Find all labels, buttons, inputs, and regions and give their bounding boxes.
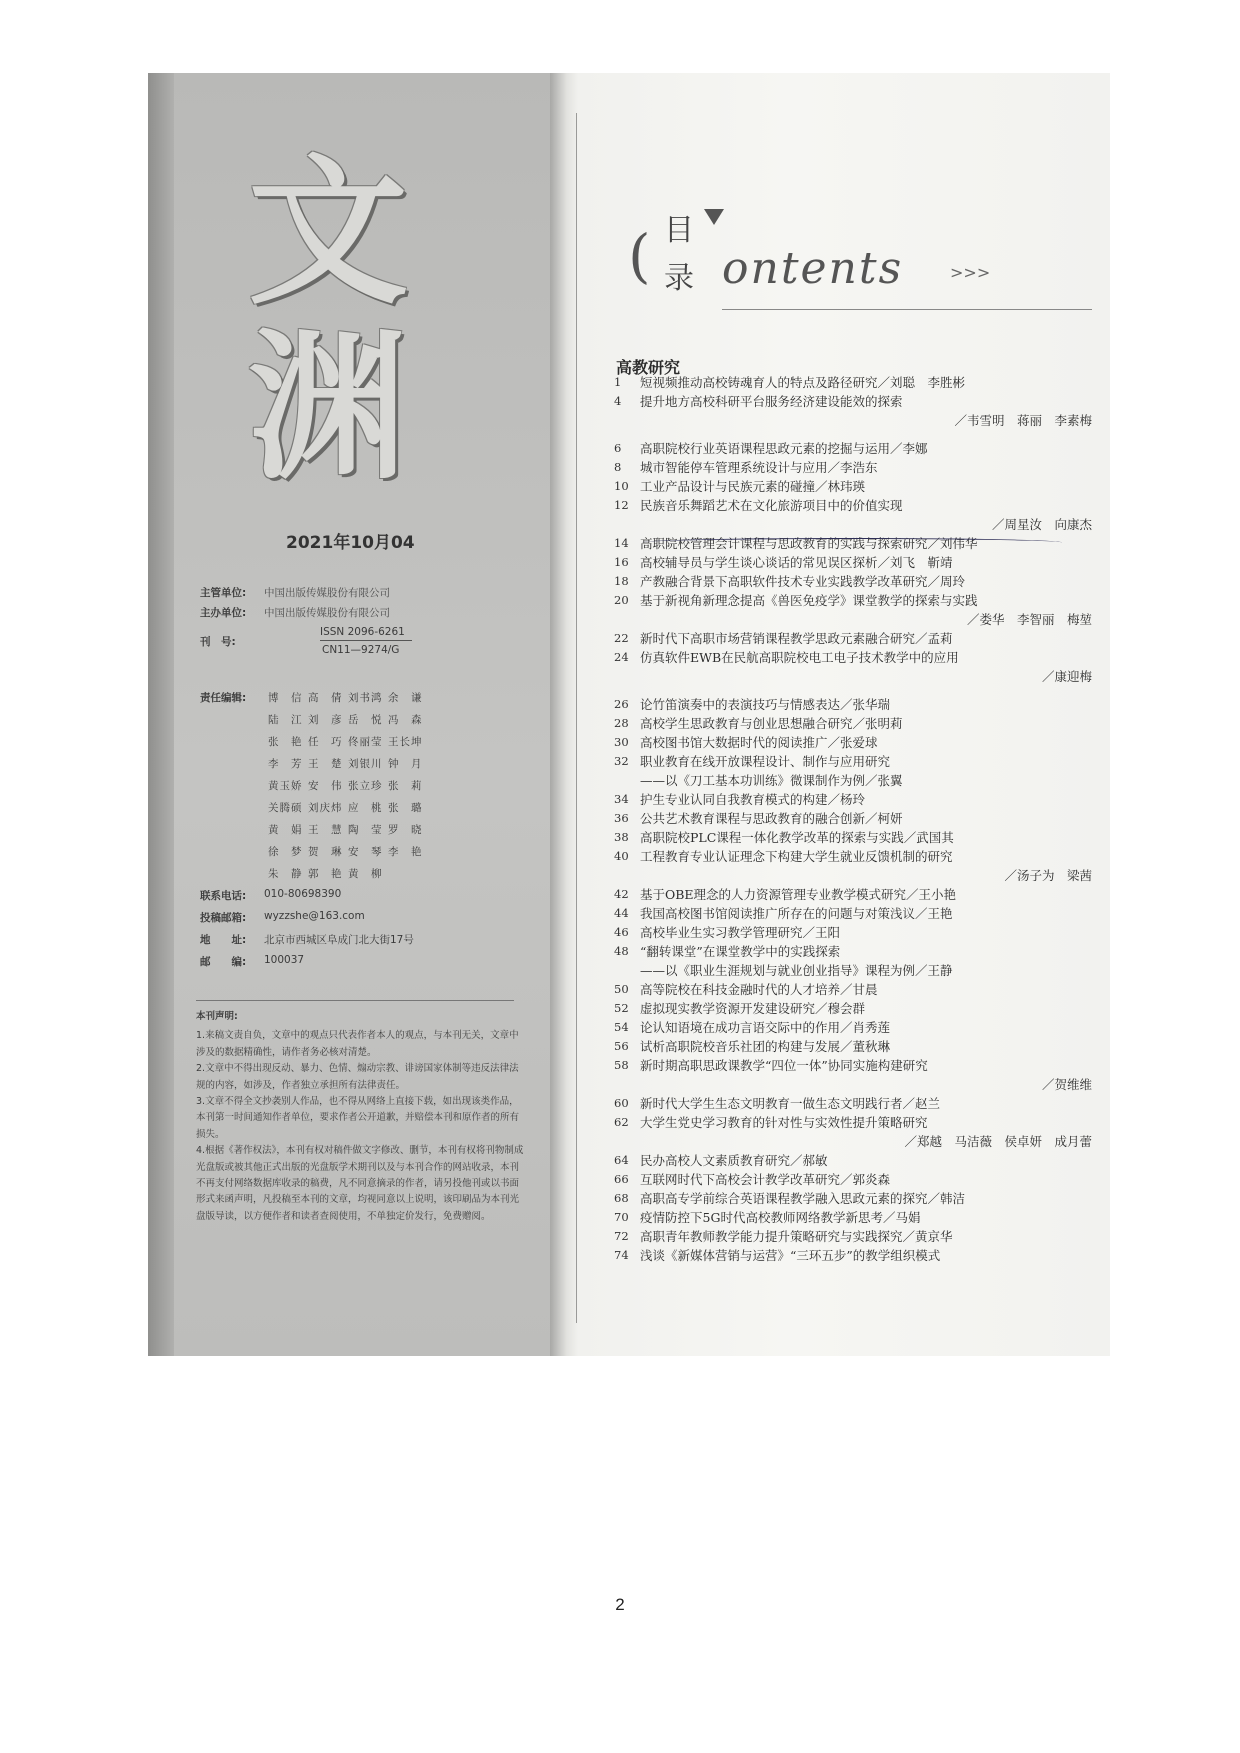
toc-page-number: 20	[614, 593, 629, 607]
editor-name: 陶 莹	[348, 824, 383, 836]
toc-page-number: 10	[614, 479, 629, 493]
toc-page-number: 54	[614, 1020, 629, 1034]
toc-entry	[614, 515, 1110, 534]
toc-title: 工业产品设计与民族元素的碰撞／林玮瑛	[640, 479, 866, 494]
toc-page-number: 66	[614, 1172, 629, 1186]
toc-entry	[614, 477, 1110, 496]
toc-authors: ／娄华 李智丽 梅堃	[966, 612, 1092, 627]
toc-entry	[614, 923, 1110, 942]
toc-page-number: 8	[614, 460, 622, 474]
editor-name: 王 楚	[308, 758, 343, 770]
toc-entry	[614, 714, 1110, 733]
toc-page-number: 6	[614, 441, 622, 455]
toc-title: 城市智能停车管理系统设计与应用／李浩东	[640, 460, 878, 475]
toc-title: 论竹笛演奏中的表演技巧与情感表达／张华瑞	[640, 697, 891, 712]
toc-title: 职业教育在线开放课程设计、制作与应用研究	[640, 754, 891, 769]
editor-name: 张立珍	[348, 780, 383, 792]
editor-name	[428, 690, 468, 705]
editor-name: 刘庆炜	[308, 802, 343, 814]
editor-name: 佟丽莹	[348, 736, 383, 748]
periodical-label: 刊 号:	[200, 636, 236, 648]
editor-name: 黄 柳	[348, 868, 383, 880]
toc-page-number: 34	[614, 792, 629, 806]
editor-name	[428, 734, 468, 749]
toc-title: 试析高职院校音乐社团的构建与发展／董秋琳	[640, 1039, 891, 1054]
editor-name: 张 莉	[388, 780, 423, 792]
toc-title: 提升地方高校科研平台服务经济建设能效的探索	[640, 394, 903, 409]
toc-entry	[614, 1056, 1110, 1075]
email-label: 投稿邮箱:	[200, 912, 247, 924]
toc-title: 产教融合背景下高职软件技术专业实践教学改革研究／周玲	[640, 574, 966, 589]
section-title: 高教研究	[616, 358, 681, 377]
editor-name: 李 艳	[388, 846, 423, 858]
toc-title: 高职青年教师教学能力提升策略研究与实践探究／黄京华	[640, 1229, 953, 1244]
toc-authors: ／周星汝 向康杰	[991, 517, 1092, 532]
toc-page-number: 14	[614, 536, 629, 550]
toc-entry	[614, 847, 1110, 866]
editor-name: 黄玉娇	[268, 780, 303, 792]
toc-authors: ／汤子为 梁茜	[1004, 868, 1092, 883]
editor-name: 岳 悦	[348, 714, 383, 726]
scanned-photo	[148, 73, 1110, 1356]
toc-page-number: 22	[614, 631, 629, 645]
sponsor-row	[200, 605, 520, 620]
editor-name: 高 倩	[308, 692, 343, 704]
toc-entry	[614, 752, 1110, 771]
toc-title: 基于OBE理念的人力资源管理专业教学模式研究／王小艳	[640, 887, 957, 902]
email-row	[200, 910, 530, 925]
toc-page-number: 64	[614, 1153, 629, 1167]
phone-row	[200, 888, 530, 903]
address-value: 北京市西城区阜成门北大街17号	[264, 934, 414, 946]
toc-title: 高校图书馆大数据时代的阅读推广／张爱球	[640, 735, 878, 750]
toc-page-number: 40	[614, 849, 629, 863]
toc-title: 疫情防控下5G时代高校教师网络教学新思考／马娟	[640, 1210, 921, 1225]
editor-name: 郭 艳	[308, 868, 343, 880]
toc-title: 高校辅导员与学生谈心谈话的常见误区探析／刘飞 靳靖	[640, 555, 953, 570]
contact-block	[200, 888, 530, 976]
journal-statement	[196, 1009, 526, 1225]
zip-row	[200, 954, 530, 969]
phone-label: 联系电话:	[200, 890, 247, 902]
toc-title: 互联网时代下高校会计教学改革研究／郭炎森	[640, 1172, 891, 1187]
toc-page-number: 4	[614, 394, 622, 408]
statement-title: 本刊声明:	[196, 1011, 238, 1022]
masthead-char-2: 渊	[248, 314, 409, 501]
toc-page-number: 56	[614, 1039, 629, 1053]
toc-title: 高等院校在科技金融时代的人才培养／甘晨	[640, 982, 878, 997]
toc-page-number: 50	[614, 982, 629, 996]
toc-title: 新时期高职思政课教学“四位一体”协同实施构建研究	[640, 1058, 928, 1073]
editor-name: 罗 晓	[388, 824, 423, 836]
supervisor-row	[200, 585, 520, 600]
phone-value: 010-80698390	[264, 888, 342, 900]
toc-entry	[614, 828, 1110, 847]
statement-item: 1.来稿文责自负，文章中的观点只代表作者本人的观点，与本刊无关，文章中涉及的数据精确性，请作者务必核对清楚。	[196, 1030, 519, 1058]
toc-entry	[614, 961, 1110, 980]
masthead-char-1: 文	[248, 139, 409, 326]
toc-page-number: 12	[614, 498, 629, 512]
editor-name: 朱 静	[268, 868, 303, 880]
sponsor-label: 主办单位:	[200, 607, 247, 619]
address-row	[200, 932, 530, 947]
toc-entry	[614, 942, 1110, 961]
toc-entry	[614, 496, 1110, 515]
editor-name: 关腾硕	[268, 802, 303, 814]
toc-entry	[614, 1132, 1110, 1151]
divider	[196, 1000, 514, 1001]
toc-title: 我国高校图书馆阅读推广所存在的问题与对策浅议／王艳	[640, 906, 953, 921]
toc-page-number: 38	[614, 830, 629, 844]
editor-name: 张 璐	[388, 802, 423, 814]
editor-name: 博 信	[268, 692, 303, 704]
toc-title: “翻转课堂”在课堂教学中的实践探索	[640, 944, 841, 959]
toc-entry	[614, 771, 1110, 790]
toc-entry	[614, 1075, 1110, 1094]
toc-page-number: 18	[614, 574, 629, 588]
toc-page-number: 46	[614, 925, 629, 939]
toc-entry	[614, 1018, 1110, 1037]
contents-char-mu: 目	[664, 213, 694, 248]
toc-entry	[614, 458, 1110, 477]
toc-entry	[614, 1037, 1110, 1056]
spine-strip	[148, 73, 174, 1356]
toc-authors: ／贺维维	[1041, 1077, 1092, 1092]
toc-entry	[614, 1151, 1110, 1170]
publisher-info	[200, 585, 520, 625]
editor-name: 陆 江	[268, 714, 303, 726]
toc-entry	[614, 695, 1110, 714]
editor-name: 安 伟	[308, 780, 343, 792]
toc-entry	[614, 667, 1110, 686]
toc-entry	[614, 1227, 1110, 1246]
left-page	[148, 73, 550, 1356]
contents-char-lu: 录	[664, 261, 694, 296]
zip-label: 邮 编:	[200, 956, 247, 968]
toc-page-number: 52	[614, 1001, 629, 1015]
editor-name: 张 艳	[268, 736, 303, 748]
toc-title: 民族音乐舞蹈艺术在文化旅游项目中的价值实现	[640, 498, 903, 513]
toc-entry	[614, 980, 1110, 999]
editor-name	[428, 800, 468, 815]
pen-underline	[642, 538, 1062, 553]
toc-title: 民办高校人文素质教育研究／郝敏	[640, 1153, 828, 1168]
toc-title: 大学生党史学习教育的针对性与实效性提升策略研究	[640, 1115, 928, 1130]
toc-title: 高职院校管理会计课程与思政教育的实践与探索研究／刘伟华	[640, 536, 978, 551]
sponsor-value: 中国出版传媒股份有限公司	[264, 607, 390, 619]
toc-entry	[614, 999, 1110, 1018]
toc-title: 短视频推动高校铸魂育人的特点及路径研究／刘聪 李胜彬	[640, 375, 966, 390]
toc-page-number: 36	[614, 811, 629, 825]
toc-page-number: 24	[614, 650, 629, 664]
editors-label: 责任编辑:	[200, 692, 247, 704]
toc-page-number: 42	[614, 887, 629, 901]
editor-name: 王 慧	[308, 824, 343, 836]
editor-name: 任 巧	[308, 736, 343, 748]
toc-title: ——以《职业生涯规划与就业创业指导》课程为例／王静	[640, 963, 953, 978]
statement-item: 3.文章不得全文抄袭别人作品，也不得从网络上直接下载，如出现该类作品，本刊第一时间通知作者单位，要求作者公开道歉，并赔偿本刊和原作者的所有损失。	[196, 1096, 520, 1140]
toc-title: 新时代大学生生态文明教育一做生态文明践行者／赵兰	[640, 1096, 941, 1111]
toc-entry	[614, 790, 1110, 809]
toc-authors: ／郑越 马洁薇 侯卓妍 成月蕾	[904, 1134, 1092, 1149]
toc-title: ——以《刀工基本功训练》微课制作为例／张翼	[640, 773, 903, 788]
email-value: wyzzshe@163.com	[264, 910, 365, 922]
zip-value: 100037	[264, 954, 305, 966]
toc-title: 新时代下高职市场营销课程教学思政元素融合研究／孟莉	[640, 631, 953, 646]
toc-page-number: 70	[614, 1210, 629, 1224]
toc-entry	[614, 392, 1110, 411]
editor-name: 徐 梦	[268, 846, 303, 858]
editor-name	[428, 866, 468, 881]
arrows-ornament: >>>	[950, 263, 991, 282]
header-rule	[722, 309, 1092, 310]
contents-list	[614, 373, 1110, 1265]
toc-entry	[614, 629, 1110, 648]
toc-title: 浅谈《新媒体营销与运营》“三环五步”的教学组织模式	[640, 1248, 941, 1263]
editor-name	[388, 866, 428, 881]
toc-page-number: 26	[614, 697, 629, 711]
toc-entry	[614, 572, 1110, 591]
toc-entry	[614, 1208, 1110, 1227]
toc-page-number: 48	[614, 944, 629, 958]
toc-title: 工程教育专业认证理念下构建大学生就业反馈机制的研究	[640, 849, 953, 864]
editor-name	[428, 778, 468, 793]
editor-name	[428, 712, 468, 727]
toc-title: 高校学生思政教育与创业思想融合研究／张明莉	[640, 716, 903, 731]
toc-entry	[614, 648, 1110, 667]
editor-name: 刘银川	[348, 758, 383, 770]
toc-page-number: 30	[614, 735, 629, 749]
toc-entry	[614, 885, 1110, 904]
supervisor-value: 中国出版传媒股份有限公司	[264, 587, 390, 599]
toc-title: 公共艺术教育课程与思政教育的融合创新／柯妍	[640, 811, 903, 826]
toc-title: 高职院校行业英语课程思政元素的挖掘与运用／李娜	[640, 441, 928, 456]
editor-name: 余 谦	[388, 692, 423, 704]
toc-title: 虚拟现实教学资源开发建设研究／穆会群	[640, 1001, 866, 1016]
toc-entry	[614, 439, 1110, 458]
editor-name: 李 芳	[268, 758, 303, 770]
toc-title: 护生专业认同自我教育模式的构建／杨玲	[640, 792, 866, 807]
toc-entry	[614, 610, 1110, 629]
supervisor-label: 主管单位:	[200, 587, 247, 599]
toc-entry	[614, 1246, 1110, 1265]
editor-name	[428, 756, 468, 771]
toc-entry	[614, 373, 1110, 392]
toc-title: 论认知语境在成功言语交际中的作用／肖秀莲	[640, 1020, 891, 1035]
cn-number: CN11—9274/G	[322, 644, 400, 656]
issue-date: 2021年10月04	[286, 533, 415, 553]
page-number: 2	[615, 1595, 625, 1614]
toc-page-number: 58	[614, 1058, 629, 1072]
toc-page-number: 68	[614, 1191, 629, 1205]
toc-entry	[614, 1094, 1110, 1113]
toc-entry	[614, 733, 1110, 752]
toc-page-number: 72	[614, 1229, 629, 1243]
editor-name: 应 桃	[348, 802, 383, 814]
editor-name	[428, 844, 468, 859]
toc-page-number: 62	[614, 1115, 629, 1129]
toc-title: 高职院校PLC课程一体化教学改革的探索与实践／武国其	[640, 830, 954, 845]
toc-page-number: 60	[614, 1096, 629, 1110]
toc-entry	[614, 591, 1110, 610]
toc-entry	[614, 1170, 1110, 1189]
bracket-ornament: (	[628, 222, 651, 290]
toc-page-number: 1	[614, 375, 622, 389]
editor-name: 刘书鸿	[348, 692, 383, 704]
toc-entry	[614, 1113, 1110, 1132]
contents-word: ontents	[722, 243, 904, 294]
toc-entry	[614, 904, 1110, 923]
editor-name: 刘 彦	[308, 714, 343, 726]
editor-name: 钟 月	[388, 758, 423, 770]
editor-name: 贺 琳	[308, 846, 343, 858]
toc-page-number: 16	[614, 555, 629, 569]
toc-entry	[614, 866, 1110, 885]
triangle-ornament	[704, 209, 724, 225]
toc-entry	[614, 411, 1110, 430]
issn: ISSN 2096-6261	[320, 626, 412, 641]
toc-page-number: 74	[614, 1248, 629, 1262]
statement-item: 2.文章中不得出现反动、暴力、色情、煽动宗教、诽谤国家体制等违反法律法规的内容，如涉及，作者独立承担所有法律责任。	[196, 1063, 519, 1091]
toc-title: 基于新视角新理念提高《兽医免疫学》课堂教学的探索与实践	[640, 593, 978, 608]
toc-entry	[614, 553, 1110, 572]
editor-name: 王长坤	[388, 736, 423, 748]
gutter	[550, 73, 578, 1356]
toc-title: 高职高专学前综合英语课程教学融入思政元素的探究／韩洁	[640, 1191, 966, 1206]
contents-header	[628, 203, 1098, 313]
editor-name: 黄 娟	[268, 824, 303, 836]
editor-name	[428, 822, 468, 837]
toc-page-number: 44	[614, 906, 629, 920]
editor-name: 冯 森	[388, 714, 423, 726]
toc-entry	[614, 1189, 1110, 1208]
gutter-line	[576, 113, 577, 1323]
toc-title: 高校毕业生实习教学管理研究／王阳	[640, 925, 841, 940]
toc-page-number: 32	[614, 754, 629, 768]
toc-authors: ／韦雪明 蒋丽 李素梅	[954, 413, 1092, 428]
toc-authors: ／康迎梅	[1041, 669, 1092, 684]
toc-entry	[614, 809, 1110, 828]
statement-item: 4.根据《著作权法》，本刊有权对稿件做文字修改、删节，本刊有权将刊物制成光盘版或被其他正式出版的光盘版学术期刊以及与本刊合作的网站收录，本刊不再支付网络数据库收录的稿费，凡不同意摘录的作者，请另投他刊或以书面形式来函声明，凡投稿至本刊的文章，均视同意以上说明，该印刷品为本刊光盘版导读，以方便作者和读者查阅使用，不单独定价发行，免费赠阅。	[196, 1145, 524, 1222]
address-label: 地 址:	[200, 934, 247, 946]
editors-grid	[268, 690, 468, 881]
toc-page-number: 28	[614, 716, 629, 730]
editor-name: 安 琴	[348, 846, 383, 858]
toc-title: 仿真软件EWB在民航高职院校电工电子技术教学中的应用	[640, 650, 959, 665]
